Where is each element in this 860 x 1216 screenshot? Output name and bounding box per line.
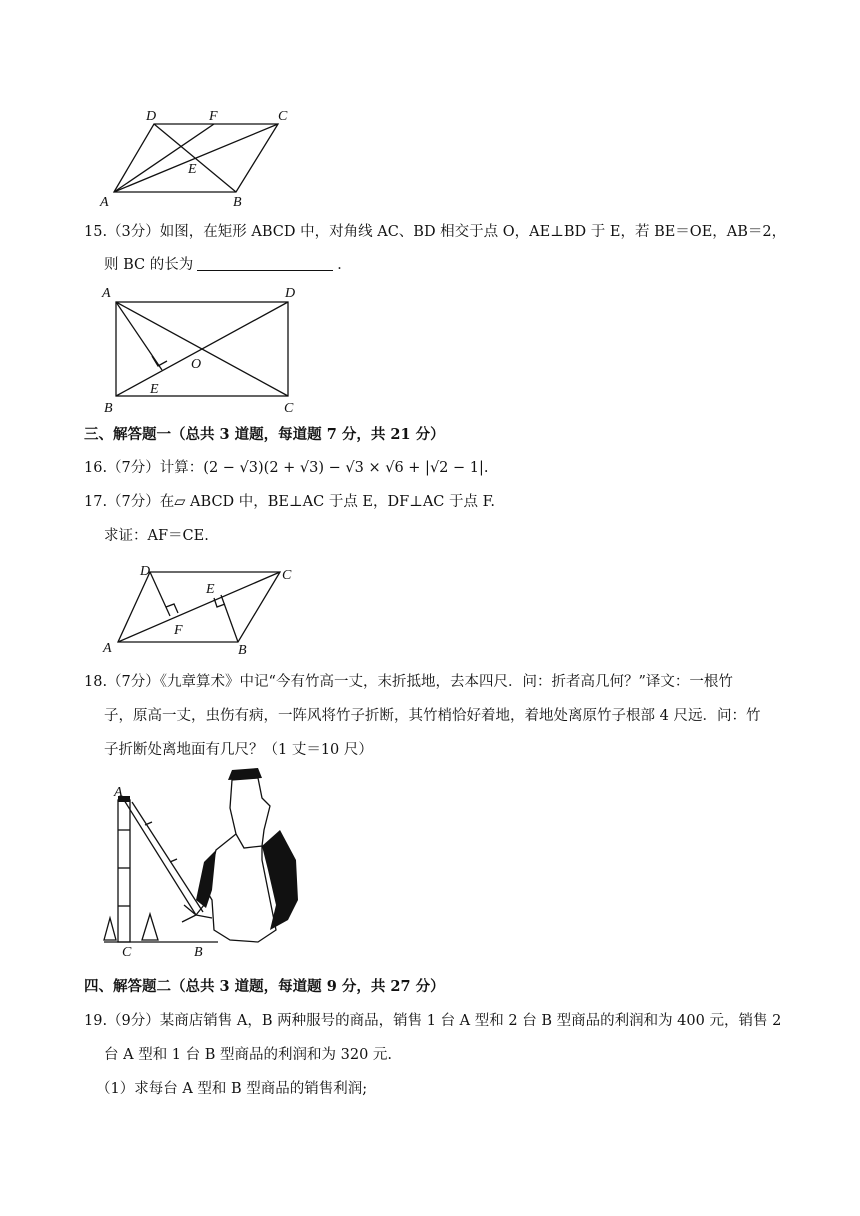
fig4-label-c: C <box>122 945 132 960</box>
q17-line1: 17.（7分）在▱ ABCD 中，BE⊥AC 于点 E，DF⊥AC 于点 F. <box>84 494 496 510</box>
q19-part1: （1）求每台 A 型和 B 型商品的销售利润; <box>96 1081 368 1097</box>
fig1-label-c: C <box>278 109 288 124</box>
fig2-label-a: A <box>102 286 111 301</box>
fig1-label-d: D <box>146 109 157 124</box>
fig1-label-e: E <box>188 162 197 177</box>
fig3-label-d: D <box>140 564 151 579</box>
fig3-label-c: C <box>282 568 292 583</box>
q15-line1: 15.（3分）如图，在矩形 ABCD 中，对角线 AC、BD 相交于点 O，AE⊥BD 于 E，若 BE＝OE，AB＝2， <box>84 224 787 240</box>
q15-line2-post: ． <box>337 257 352 273</box>
fig2-label-c: C <box>284 401 294 416</box>
fig4-label-b: B <box>194 945 203 960</box>
fig2-label-o: O <box>191 357 202 372</box>
section3-title: 三、解答题一（总共 3 道题，每道题 7 分，共 21 分） <box>84 426 445 443</box>
q18-line2: 子，原高一丈，虫伤有病，一阵风将竹子折断，其竹梢恰好着地，着地处离原竹子根部 4 尺远．问：竹 <box>104 708 761 724</box>
fig2-label-e: E <box>150 382 159 397</box>
q16-text: 16.（7分）计算：(2 − √3)(2 + √3) − √3 × √6 + |√2 − 1|. <box>84 460 489 476</box>
section4-title: 四、解答题二（总共 3 道题，每道题 9 分，共 27 分） <box>84 978 445 995</box>
fig1-label-a: A <box>100 195 109 210</box>
answer-blank[interactable] <box>197 256 333 271</box>
q18-line3: 子折断处离地面有几尺？（1 丈＝10 尺） <box>104 742 373 758</box>
fig3-label-a: A <box>103 641 112 656</box>
fig3-label-b: B <box>238 643 247 658</box>
fig3-label-f: F <box>174 623 183 638</box>
fig1-label-b: B <box>233 195 242 210</box>
q18-line1: 18.（7分）《九章算术》中记“今有竹高一丈，末折抵地，去本四尺．问：折者高几何？”译文：一根竹 <box>84 674 733 690</box>
q19-line2: 台 A 型和 1 台 B 型商品的利润和为 320 元. <box>104 1047 393 1063</box>
q17-line2: 求证：AF＝CE. <box>104 528 209 544</box>
fig1-label-f: F <box>209 109 218 124</box>
q15-line2 <box>104 255 352 275</box>
fig2-label-b: B <box>104 401 113 416</box>
fig4-label-a: A <box>114 785 123 800</box>
q15-line2-pre: 则 BC 的长为 <box>104 257 194 273</box>
q19-line1: 19.（9分）某商店销售 A，B 两种服号的商品，销售 1 台 A 型和 2 台 B 型商品的利润和为 400 元，销售 2 <box>84 1013 782 1029</box>
fig3-label-e: E <box>206 582 215 597</box>
fig2-label-d: D <box>285 286 296 301</box>
